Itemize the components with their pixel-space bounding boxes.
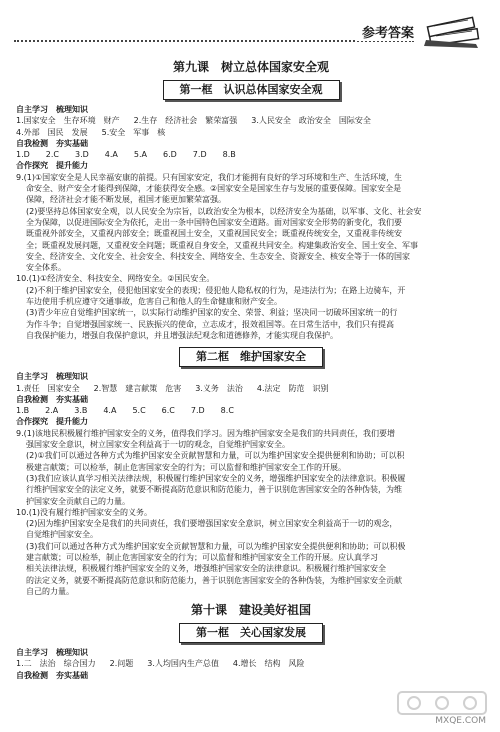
frame2-q10: 10.(1)没有履行维护国家安全的义务。 (2)因为维护国家安全是我们的共同责任，我们要增强国家安全意识，树立国家安全利益高于一切的观念， 自觉维护国家安全。 (3)我们可以通过各种方式为维护国家安全贡献智慧和力量，可以为维护国家安全提供便利和协助；可以积极 建言献策；可以检举，制止危害国家安全的行为；可以监督和维护国家安全工作的开展。应认真学习 相关法律法规，积极履行维护国家安全的义务，增强维护国家安全的法律意识。积极履行维护国家安全 的法定义务，就要不断提高防范意识和防范能力，善于识别危害国家安全的各种伪装，为维护国家安全贡献 自己的力量。 <box>16 507 406 596</box>
frame2-title: 第二框 维护国家安全 <box>179 347 323 367</box>
frame2-q9: 9.(1)该地民积极履行维护国家安全的义务，值得我们学习。因为维护国家安全是我们的共同责任，我们要增 强国家安全意识，树立国家安全利益高于一切的观念，自觉维护国家安全。 (2)①我们可以通过各种方式为维护国家安全贡献智慧和力量，可以为维护国家安全提供便利和协助；可以积 极建言献策；可以检举，制止危害国家安全的行为；可以监督和维护国家安全工作的开展。 (3)我们应该认真学习相关法律法规，积极履行维护国家安全的义务，增强维护国家安全的法律意识。积极履 行维护国家安全的法定义务，就要不断提高防范意识和防范能力，善于识别危害国家安全的各种伪装，为维 护国家安全贡献自己的力量。 <box>16 428 406 506</box>
section-heading: 合作探究 提升能力 <box>16 417 88 427</box>
lesson9-q10: 10.(1)①经济安全、科技安全、网络安全。②国民安全。 (2)不利于维护国家安全，侵犯他国家安全的表现；侵犯他人隐私权的行为，是违法行为；在路上边骑车，开 车边使用手机应遵守交通事故，危害自己和他人的生命健康和财产安全。 (3)青少年应自觉维护国家统一，以实际行动维护国家的安全、荣誉、利益；坚决同一切破坏国家统一的行 为作斗争；自觉增强国家统一、民族振兴的使命，立志成才，报效祖国等。在日常生活中，我们只有提高 自我保护能力，增强自我保护意识，并且增强法纪观念和道德修养，才能实现自我保护。 <box>16 274 406 340</box>
section-heading: 自我检测 夯实基础 <box>16 394 88 404</box>
answer-line: 4.外部 国民 发展 5.安全 军事 核 <box>16 127 166 137</box>
lesson9-title: 第九课 树立总体国家安全观 <box>172 60 329 74</box>
lesson9-frame1-title: 第一框 认识总体国家安全观 <box>163 80 340 100</box>
lesson9-q9: 9.(1)①国家安全是人民幸福安康的前提。只有国家安定，我们才能拥有良好的学习环境和生产、生活环境，生 命安全、财产安全才能得到保障，才能获得安全感。②国家安全是国家生存与发展的重要保障。国家安全是 保障，经济社会才能不断发展，祖国才能更加繁荣富强。 (2)要坚持总体国家安全观，以人民安全为宗旨，以政治安全为根本，以经济安全为基础，以军事、文化、社会安 全为保障，以促进国际安全为依托，走出一条中国特色国家安全道路。面对国家安全形势的新变化，我们要 既重视外部安全，又重视内部安全；既重视国土安全，又重视国民安全；既重视传统安全，又重视非传统安 全；既重视发展问题，又重视安全问题；既重视自身安全，又重视共同安全。构建集政治安全、国土安全、军事 安全、经济安全、文化安全、社会安全、科技安全、网络安全、生态安全、资源安全、核安全等于一体的国家 安全体系。 <box>16 172 422 273</box>
answer-line: 1.B 2.A 3.B 4.A 5.C 6.C 7.D 8.C <box>16 406 234 416</box>
section-heading: 合作探究 提升能力 <box>16 161 88 171</box>
section-heading: 自主学习 梳理知识 <box>16 372 88 382</box>
answer-content <box>16 58 486 681</box>
book-stack-icon <box>420 10 484 50</box>
answer-line: 1.D 2.C 3.D 4.A 5.A 6.D 7.D 8.B <box>16 150 236 160</box>
answer-line: 1.国家安全 生存环境 财产 2.生存 经济社会 繁荣富强 3.人民安全 政治安全 国际安全 <box>16 116 371 126</box>
answer-line: 1.二 法治 综合国力 2.问题 3.人均国内生产总值 4.增长 结构 风险 <box>16 659 305 669</box>
section-heading: 自主学习 梳理知识 <box>16 648 88 658</box>
lesson10-title: 第十课 建设美好祖国 <box>190 603 311 618</box>
header-dotted-rule <box>14 40 414 42</box>
section-heading: 自主学习 梳理知识 <box>16 105 88 114</box>
answer-line: 1.责任 国家安全 2.智慧 建言献策 危害 3.义务 法治 4.法定 防范 识别 <box>16 383 329 393</box>
page-header <box>14 18 486 48</box>
header-title: 参考答案 <box>356 22 414 41</box>
section-heading: 自我检测 夯实基础 <box>16 670 88 680</box>
section-heading: 自我检测 夯实基础 <box>16 138 88 148</box>
watermark-text: MXQE.COM <box>435 716 486 726</box>
lesson10-frame1-title: 第一框 关心国家发展 <box>179 623 323 643</box>
